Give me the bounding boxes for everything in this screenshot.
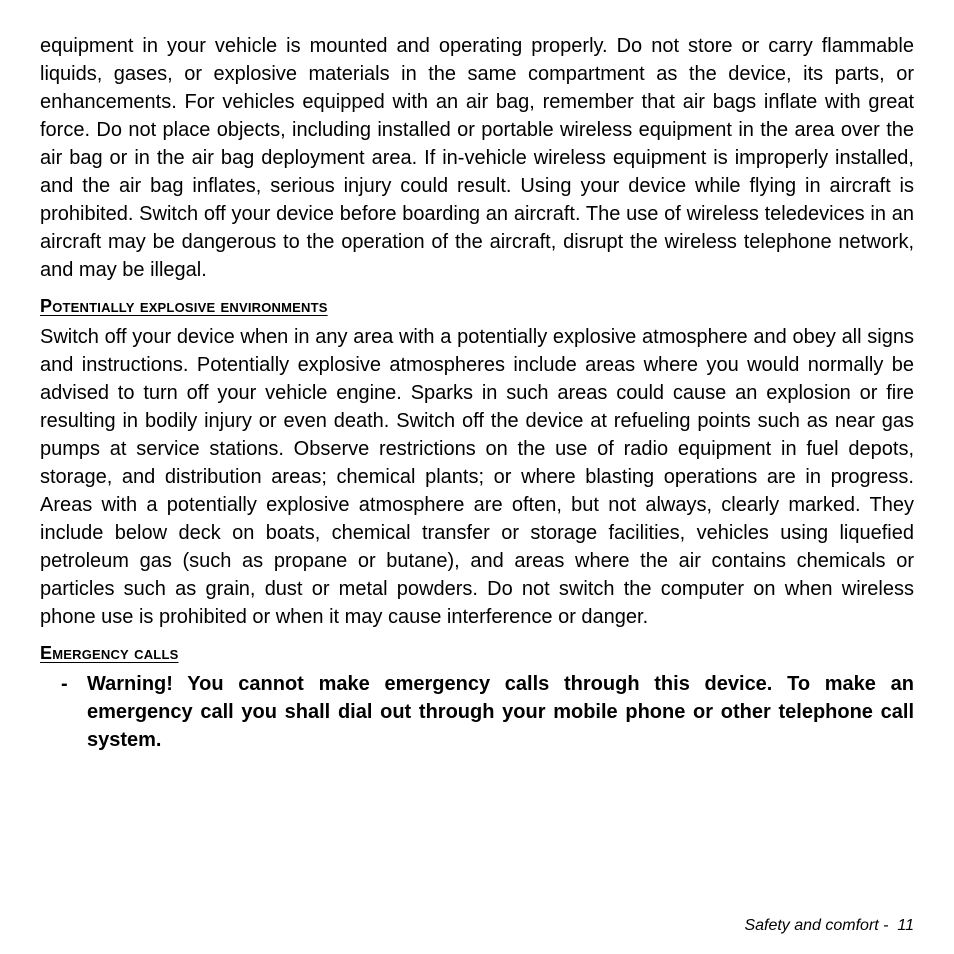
bullet-dash: -: [61, 673, 68, 695]
intro-paragraph: equipment in your vehicle is mounted and operating properly. Do not store or carry flammable liquids, gases, or explosive materials in the same compartment as the device, its parts, or enhancements. For vehicles equipped with an air bag, remember that air bags inflate with great force. Do not place objects, including installed or portable wireless equipment in the area over the air bag or in the air bag deployment area. If in-vehicle wireless equipment is improperly installed, and the air bag inflates, serious injury could result. Using your device while flying in aircraft is prohibited. Switch off your device before boarding an aircraft. The use of wireless teledevices in an aircraft may be dangerous to the operation of the aircraft, disrupt the wireless telephone network, and may be illegal.: [40, 35, 914, 281]
warning-list: [40, 670, 914, 754]
explosive-environments-paragraph: Switch off your device when in any area with a potentially explosive atmosphere and obey all signs and instructions. Potentially explosive atmospheres include areas where you would normally be advised to turn off your vehicle engine. Sparks in such areas could cause an explosion or fire resulting in bodily injury or even death. Switch off the device at refueling points such as near gas pumps at service stations. Observe restrictions on the use of radio equipment in fuel depots, storage, and distribution areas; chemical plants; or where blasting operations are in progress. Areas with a potentially explosive atmosphere are often, but not always, clearly marked. They include below deck on boats, chemical transfer or storage facilities, vehicles using liquefied petroleum gas (such as propane or butane), and areas where the air contains chemicals or particles such as grain, dust or metal powders. Do not switch the computer on when wireless phone use is prohibited or when it may cause interference or danger.: [40, 326, 914, 628]
section-heading-emergency-calls: Emergency calls: [40, 643, 179, 663]
section-heading-explosive-environments: Potentially explosive environments: [40, 296, 328, 316]
warning-text: Warning! You cannot make emergency calls through this device. To make an emergency call you shall dial out through your mobile phone or other telephone call system.: [87, 673, 914, 751]
document-page: [40, 32, 914, 754]
page-footer: Safety and comfort - 11: [744, 917, 914, 934]
list-item: [40, 670, 914, 754]
